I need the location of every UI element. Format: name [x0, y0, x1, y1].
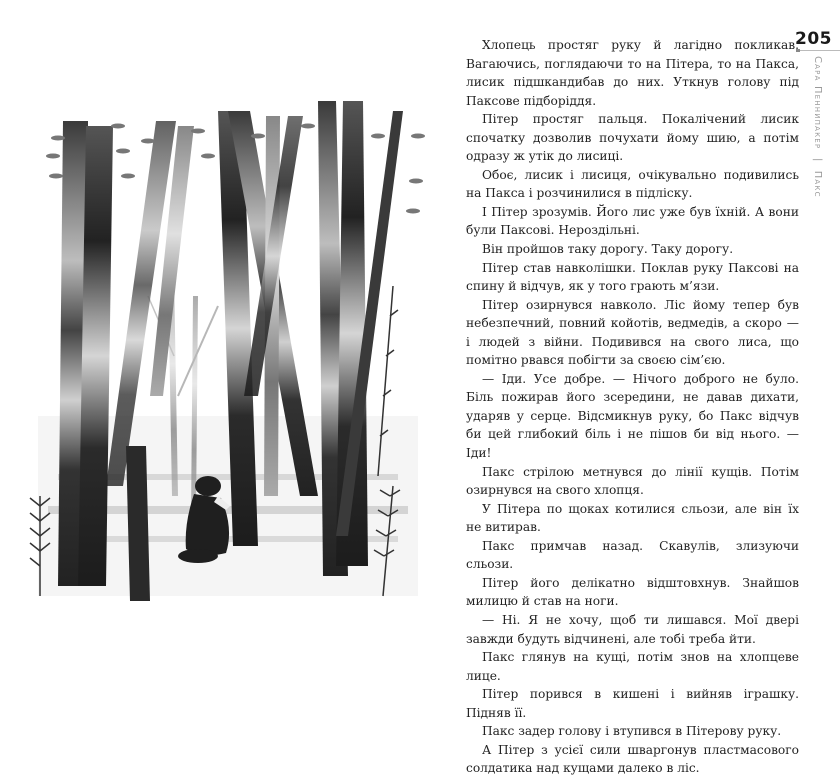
running-head: [812, 56, 823, 198]
forest-illustration: [18, 96, 438, 606]
paragraph: — Іди. Усе добре. — Нічого доброго не було. Біль пожирав його зсередини, не давав дихати, ударяв у серце. Відсмикнув руку, бо Пакс відчув би цей глибокий біль і не пішов би від нього. — Іди!: [466, 371, 799, 461]
paragraph: Пітер порився в кишені і вийняв іграшку. Підняв її.: [466, 687, 799, 720]
paragraph: Пітер озирнувся навколо. Ліс йому тепер був небезпечний, повний койотів, ведмедів, а скоро — і людей з війни. Подивився на свого лиса, що помітно рвався побігти за своєю сім’єю.: [466, 297, 799, 368]
paragraph: І Пітер зрозумів. Його лис уже був їхній. А вони були Паксові. Нероздільні.: [466, 204, 799, 238]
paragraph: А Пітер з усієї сили шваргонув пластмасового солдатика над кущами далеко в ліс.: [466, 742, 799, 776]
page-number: 205: [795, 29, 832, 49]
running-head-separator: |: [812, 157, 823, 163]
running-head-title: Пакс: [812, 170, 823, 198]
body-text: [466, 36, 799, 778]
paragraph: Пакс примчав назад. Скавулів, злизуючи сльози.: [466, 538, 799, 572]
tree-trunk: [126, 446, 150, 601]
paragraph: Пакс задер голову і втупився в Пітерову руку.: [482, 724, 782, 739]
paragraph: Хлопець простяг руку й лагідно покликав. Вагаючись, поглядаючи то на Пітера, то на Пакса, лисик підшкандибав до них. Уткнув голову під Паксове підборіддя.: [466, 38, 799, 108]
header-rule: [796, 50, 840, 51]
paragraph: Він пройшов таку дорогу. Таку дорогу.: [482, 242, 734, 257]
paragraph: Пітер його делікатно відштовхнув. Знайшов милицю й став на ноги.: [466, 575, 799, 609]
running-head-author: Сара Пеннипакер: [812, 56, 823, 150]
paragraph: Пітер став навколішки. Поклав руку Паксові на спину й відчув, як у того грають м’язи.: [466, 260, 799, 294]
paragraph: Обоє, лисик і лисиця, очікувально подивились на Пакса і розчинилися в підліску.: [466, 167, 799, 201]
paragraph: Пітер простяг пальця. Покалічений лисик спочатку дозволив почухати йому шию, а потім одразу ж утік до лисиці.: [466, 112, 799, 164]
paragraph: Пакс глянув на кущі, потім знов на хлопцеве лице.: [466, 650, 799, 683]
paragraph: У Пітера по щоках котилися сльози, але він їх не витирав.: [466, 501, 799, 535]
paragraph: — Ні. Я не хочу, щоб ти лишався. Мої двері завжди будуть відчинені, але тобі треба йти.: [466, 612, 799, 646]
paragraph: Пакс стрілою метнувся до лінії кущів. Потім озирнувся на свого хлопця.: [466, 464, 799, 498]
